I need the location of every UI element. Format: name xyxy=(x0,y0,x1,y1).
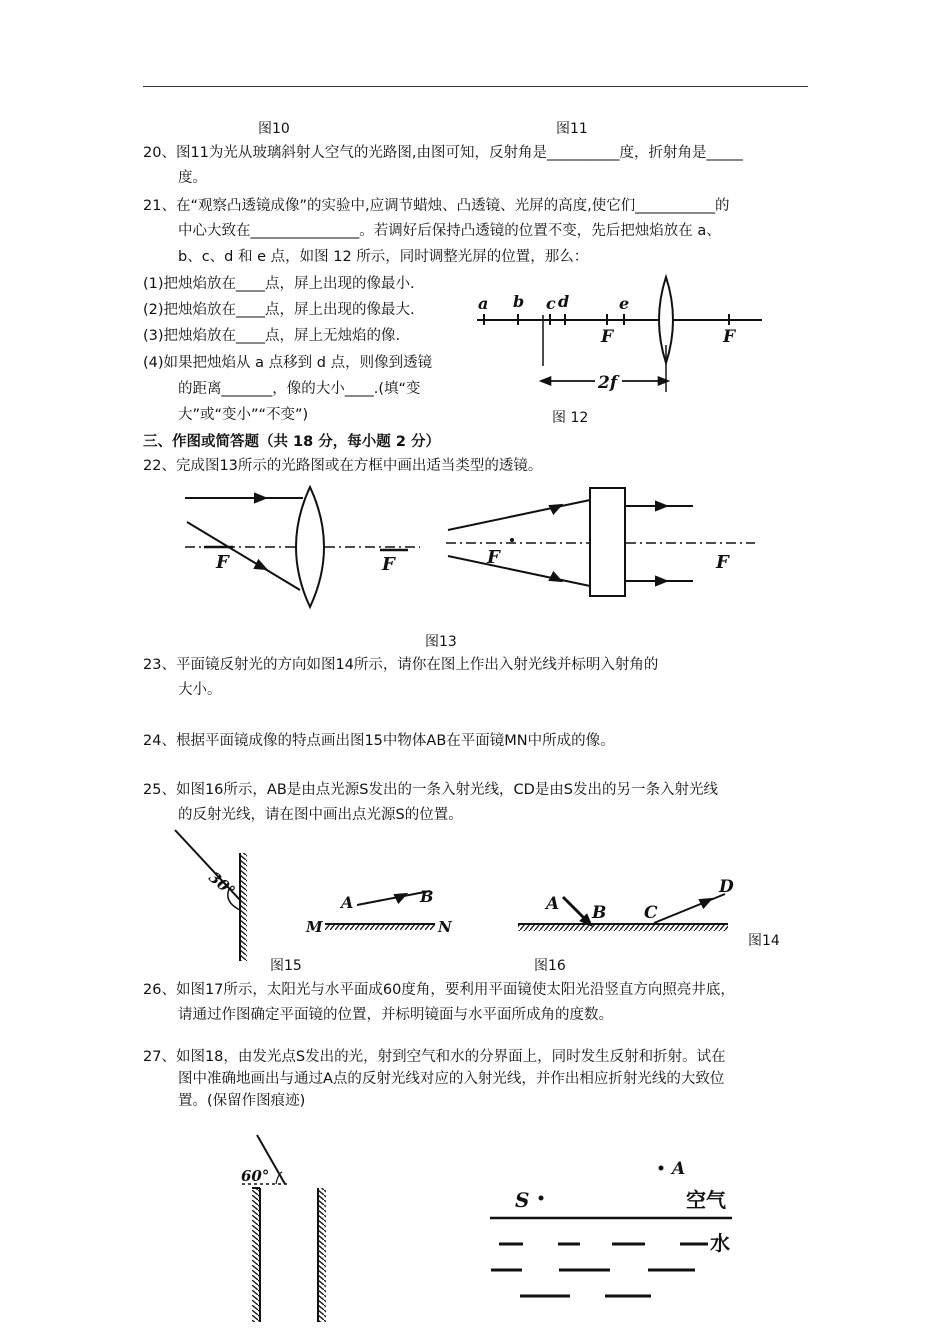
q27-line3: 置。(保留作图痕迹) xyxy=(178,1093,306,1109)
point-label-c: c xyxy=(546,294,556,313)
point-label-e: e xyxy=(619,294,630,313)
caption-fig16: 图16 xyxy=(534,958,566,974)
label-S-18: S xyxy=(515,1188,530,1212)
q20-line1: 20、图11为光从玻璃斜射人空气的光路图,由图可知，反射角是__________度，折射角是_____ xyxy=(143,145,743,161)
q23-line1: 23、平面镜反射光的方向如图14所示，请你在图上作出入射光线并标明入射角的 xyxy=(143,657,659,673)
label-B-15: B xyxy=(420,887,434,906)
focus-label-13a: F xyxy=(216,552,229,573)
label-D-16: D xyxy=(719,877,734,897)
figure-12 xyxy=(477,277,762,393)
q21-part4a: (4)如果把烛焰从 a 点移到 d 点，则像到透镜 xyxy=(143,355,433,371)
label-B-16: B xyxy=(592,903,607,923)
figure-13-left xyxy=(185,487,420,607)
caption-fig11: 图11 xyxy=(556,121,588,137)
caption-fig14: 图14 xyxy=(748,933,780,949)
q21-part4c: 大”或“变小”“不变”) xyxy=(178,407,309,423)
q21-line3: b、c、d 和 e 点，如图 12 所示，同时调整光屏的位置，那么： xyxy=(178,249,589,265)
point-label-b: b xyxy=(513,292,525,311)
q21-part3: (3)把烛焰放在____点，屏上无烛焰的像. xyxy=(143,328,401,344)
q25-line1: 25、如图16所示，AB是由点光源S发出的一条入射光线，CD是由S发出的另一条入射光线 xyxy=(143,782,718,798)
caption-fig10: 图10 xyxy=(258,121,290,137)
focus-label-13c: F xyxy=(487,547,500,568)
label-A-18: A xyxy=(672,1159,686,1179)
figure-mirror-30 xyxy=(175,830,247,961)
figure-18 xyxy=(490,1159,732,1296)
q27-line2: 图中准确地画出与通过A点的反射光线对应的入射光线，并作出相应折射光线的大致位 xyxy=(178,1071,725,1087)
focus-label-left: F xyxy=(601,327,614,347)
q21-part2: (2)把烛焰放在____点，屏上出现的像最大. xyxy=(143,302,415,318)
label-N: N xyxy=(438,918,452,936)
focus-label-13d: F xyxy=(716,552,729,573)
point-label-d: d xyxy=(558,292,570,311)
q26-line1: 26、如图17所示，太阳光与水平面成60度角，要利用平面镜使太阳光沿竖直方向照亮井底， xyxy=(143,982,735,998)
q21-part4b: 的距离_______，像的大小____.(填“变 xyxy=(178,381,421,397)
q21-line2: 中心大致在_______________。若调好后保持凸透镜的位置不变，先后把烛焰放在 a、 xyxy=(178,223,721,239)
q27-line1: 27、如图18，由发光点S发出的光，射到空气和水的分界面上，同时发生反射和折射。试在 xyxy=(143,1049,726,1065)
figure-16 xyxy=(518,877,734,931)
caption-fig13: 图13 xyxy=(425,634,457,650)
twof-label: 2f xyxy=(598,373,618,393)
figure-13-right xyxy=(446,488,755,596)
label-A-15: A xyxy=(341,893,354,912)
q21-line1: 21、在“观察凸透镜成像”的实验中,应调节蜡烛、凸透镜、光屏的高度,使它们___________的 xyxy=(143,198,730,214)
q24-text: 24、根据平面镜成像的特点画出图15中物体AB在平面镜MN中所成的像。 xyxy=(143,733,615,749)
label-A-16: A xyxy=(546,894,560,914)
angle-label-60: 60° xyxy=(241,1167,270,1185)
angle-label-30: 30° xyxy=(205,868,239,901)
q22-text: 22、完成图13所示的光路图或在方框中画出适当类型的透镜。 xyxy=(143,458,543,474)
label-M: M xyxy=(306,918,323,936)
q25-line2: 的反射光线，请在图中画出点光源S的位置。 xyxy=(178,807,463,823)
figure-17 xyxy=(241,1135,326,1322)
caption-fig12: 图 12 xyxy=(552,410,589,426)
focus-label-13b: F xyxy=(382,554,395,575)
label-water: 水 xyxy=(710,1231,730,1255)
focus-label-right: F xyxy=(723,327,736,347)
q26-line2: 请通过作图确定平面镜的位置，并标明镜面与水平面所成角的度数。 xyxy=(178,1007,613,1023)
label-air: 空气 xyxy=(686,1188,726,1212)
q20-line2: 度。 xyxy=(178,170,207,186)
point-label-a: a xyxy=(478,294,489,313)
label-C-16: C xyxy=(644,903,658,923)
figure-15 xyxy=(305,887,453,936)
q21-part1: (1)把烛焰放在____点，屏上出现的像最小. xyxy=(143,276,415,292)
section3-heading: 三、作图或简答题（共 18 分，每小题 2 分） xyxy=(143,434,440,450)
q23-line2: 大小。 xyxy=(178,682,222,698)
caption-fig15: 图15 xyxy=(270,958,302,974)
